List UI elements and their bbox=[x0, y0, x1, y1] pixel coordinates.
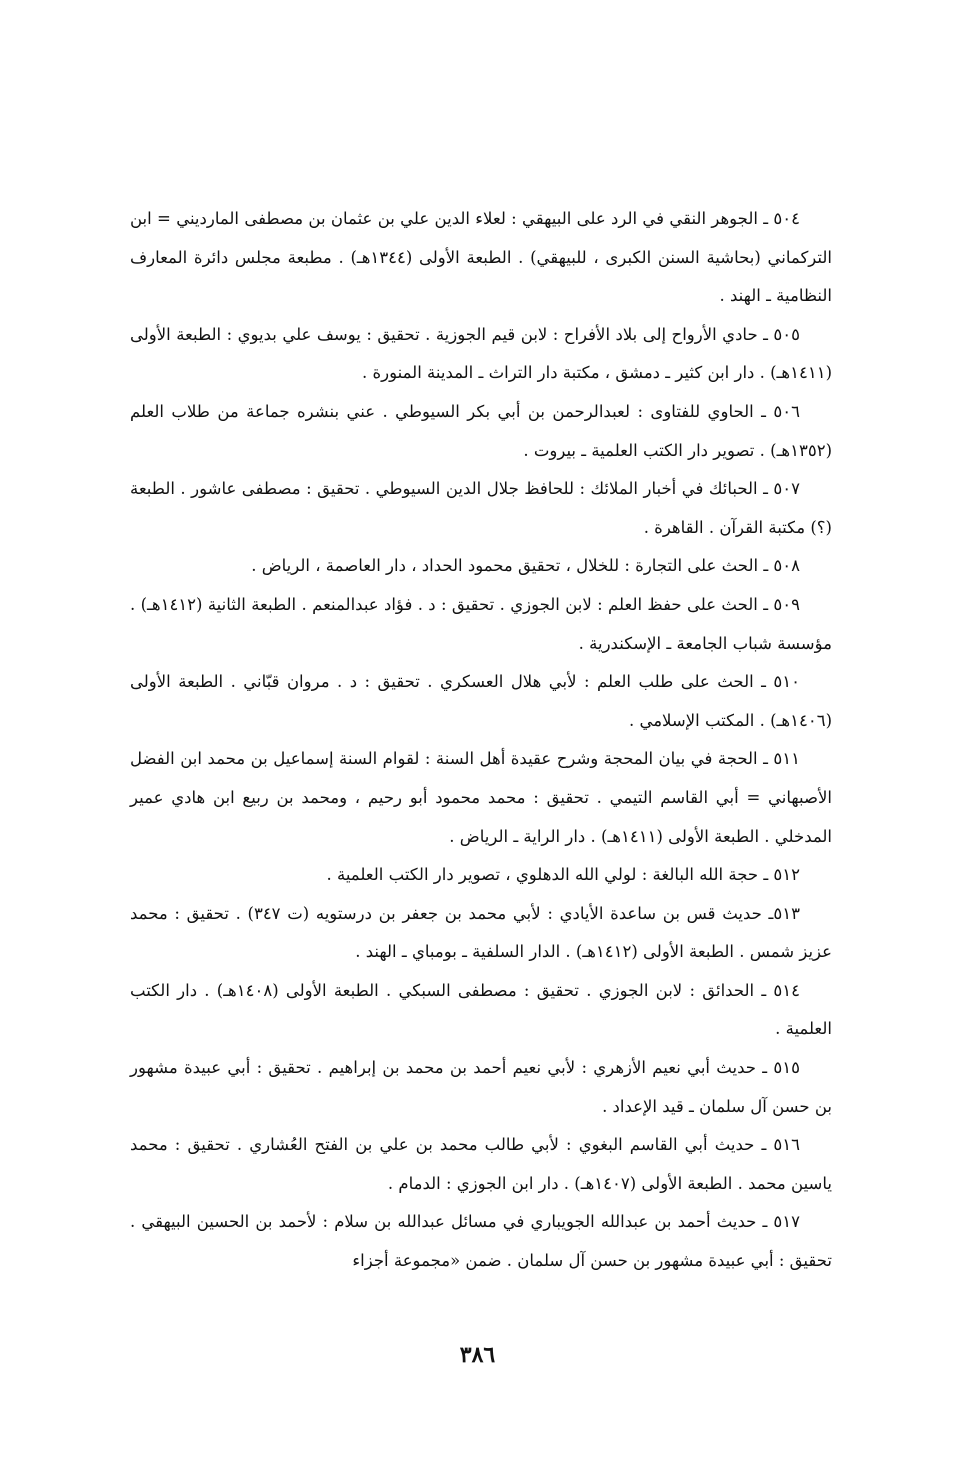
page-number: ٣٨٦ bbox=[459, 1342, 496, 1368]
bibliography-entry-513: ٥١٣ـ حديث قس بن ساعدة الأيادي : لأبي محمد بن جعفر بن درستويه (ت ٣٤٧) . تحقيق : محمد عزيز شمس . الطبعة الأولى (١٤١٢هـ) . الدار السلفية ـ بومباي ـ الهند . bbox=[130, 903, 832, 962]
bibliography-entry-508: ٥٠٨ ـ الحث على التجارة : للخلال ، تحقيق محمود الحداد ، دار العاصمة ، الرياض . bbox=[251, 556, 800, 576]
bibliography-entry-505: ٥٠٥ ـ حادي الأرواح إلى بلاد الأفراح : لابن قيم الجوزية . تحقيق : يوسف علي بديوي : الطبعة الأولى (١٤١١هـ) . دار ابن كثير ـ دمشق ، مكتبة دار التراث ـ المدينة المنورة . bbox=[130, 324, 832, 383]
bibliography-entry-512: ٥١٢ ـ حجة الله البالغة : لولي الله الدهلوي ، تصوير دار الكتب العلمية . bbox=[326, 865, 800, 885]
bibliography-entry-510: ٥١٠ ـ الحث على طلب العلم : لأبي هلال العسكري . تحقيق : د . مروان قبّاني . الطبعة الأولى (١٤٠٦هـ) . المكتب الإسلامي . bbox=[130, 672, 832, 730]
bibliography-entry-509: ٥٠٩ ـ الحث على حفظ العلم : لابن الجوزي . تحقيق : د . فؤاد عبدالمنعم . الطبعة الثانية (١٤١٢هـ) . مؤسسة شباب الجامعة ـ الإسكندرية . bbox=[130, 594, 832, 653]
bibliography-entry-517: ٥١٧ ـ حديث أحمد بن عبدالله الجويباري في مسائل عبدالله بن سلام : لأحمد بن الحسين البيهقي . تحقيق : أبي عبيدة مشهور بن حسن آل سلمان . ضمن «مجموعة أجزاء bbox=[130, 1212, 832, 1271]
bibliography-entry-516: ٥١٦ ـ حديث أبي القاسم البغوي : لأبي طالب محمد بن علي بن الفتح العُشاري . تحقيق : محمد ياسين محمد . الطبعة الأولى (١٤٠٧هـ) . دار ابن الجوزي : الدمام . bbox=[130, 1135, 832, 1193]
bibliography-entry-515: ٥١٥ ـ حديث أبي نعيم الأزهري : لأبي نعيم أحمد بن محمد بن إبراهيم . تحقيق : أبي عبيدة مشهور بن حسن آل سلمان ـ قيد الإعداد . bbox=[130, 1058, 832, 1116]
bibliography-entry-504: ٥٠٤ ـ الجوهر النقي في الرد على البيهقي : لعلاء الدين علي بن عثمان بن مصطفى المارديني = ابن التركماني (بحاشية السنن الكبرى ، للبيهقي) . الطبعة الأولى (١٣٤٤هـ) . مطبعة مجلس دائرة المعارف النظامية ـ الهند . bbox=[130, 209, 832, 306]
bibliography-entry-507: ٥٠٧ ـ الحبائك في أخبار الملائك : للحافظ جلال الدين السيوطي . تحقيق : مصطفى عاشور . الطبعة (؟) مكتبة القرآن . القاهرة . bbox=[130, 479, 832, 537]
bibliography-entry-511: ٥١١ ـ الحجة في بيان المحجة وشرح عقيدة أهل السنة : لقوام السنة إسماعيل بن محمد ابن الفضل الأصبهاني = أبي القاسم التيمي . تحقيق : محمد محمود أبو رحيم ، ومحمد بن ربيع ابن هادي عمير المدخلي . الطبعة الأولى (١٤١١هـ) . دار الراية ـ الرياض . bbox=[130, 749, 832, 846]
bibliography-entry-514: ٥١٤ ـ الحدائق : لابن الجوزي . تحقيق : مصطفى السبكي . الطبعة الأولى (١٤٠٨هـ) . دار الكتب العلمية . bbox=[130, 980, 832, 1039]
bibliography-entry-506: ٥٠٦ ـ الحاوي للفتاوى : لعبدالرحمن بن أبي بكر السيوطي . عني بنشره جماعة من طلاب العلم (١٣٥٢هـ) . تصوير دار الكتب العلمية ـ بيروت . bbox=[130, 401, 832, 460]
bibliography-list bbox=[130, 200, 832, 1281]
